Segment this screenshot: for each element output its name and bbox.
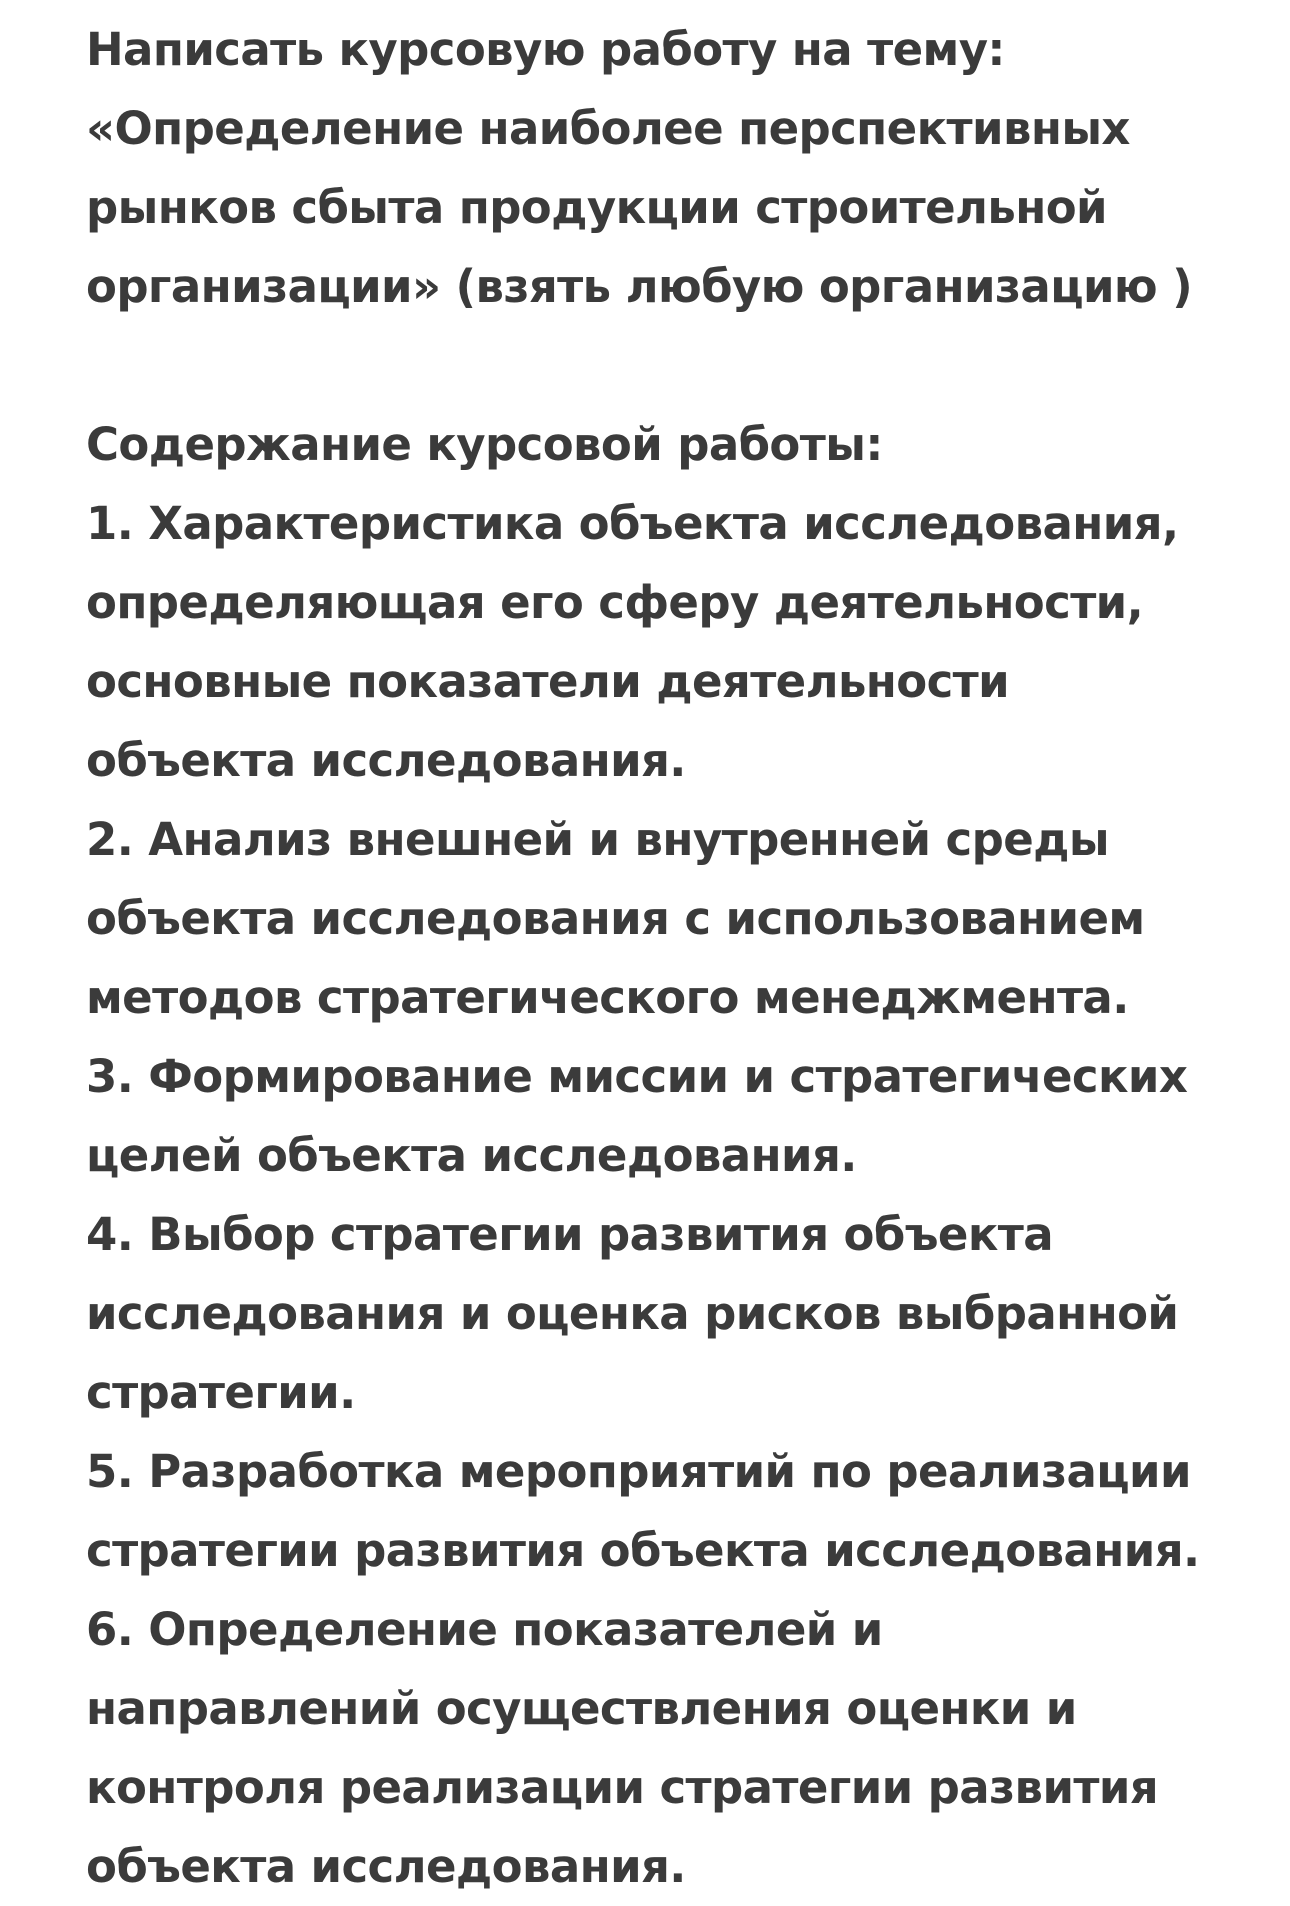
item-line: стратегии развития объекта исследования. [86, 1524, 1200, 1577]
intro-line: организации» (взять любую организацию ) [86, 260, 1193, 313]
contents-item-2 [86, 800, 1266, 1037]
item-line: 4. Выбор стратегии развития объекта [86, 1208, 1054, 1261]
item-line: 1. Характеристика объекта исследования, [86, 497, 1179, 550]
item-line: целей объекта исследования. [86, 1129, 857, 1182]
item-line: методов стратегического менеджмента. [86, 971, 1129, 1024]
intro-line: рынков сбыта продукции строительной [86, 181, 1107, 234]
contents-item-6 [86, 1590, 1266, 1906]
contents-item-4 [86, 1195, 1266, 1432]
blank-line [86, 326, 1266, 405]
item-line: 3. Формирование миссии и стратегических [86, 1050, 1188, 1103]
item-line: объекта исследования. [86, 734, 686, 787]
note-body [86, 10, 1266, 1906]
contents-item-3 [86, 1037, 1266, 1195]
item-line: контроля реализации стратегии развития [86, 1761, 1159, 1814]
item-line: 6. Определение показателей и [86, 1603, 883, 1656]
item-line: объекта исследования. [86, 1840, 686, 1893]
contents-item-1 [86, 484, 1266, 800]
contents-item-5 [86, 1432, 1266, 1590]
intro-line: «Определение наиболее перспективных [86, 102, 1130, 155]
item-line: 5. Разработка мероприятий по реализации [86, 1445, 1191, 1498]
item-line: направлений осуществления оценки и [86, 1682, 1077, 1735]
item-line: 2. Анализ внешней и внутренней среды [86, 813, 1110, 866]
item-line: объекта исследования с использованием [86, 892, 1145, 945]
item-line: стратегии. [86, 1366, 356, 1419]
intro-line: Написать курсовую работу на тему: [86, 23, 1005, 76]
item-line: определяющая его сферу деятельности, [86, 576, 1144, 629]
item-line: основные показатели деятельности [86, 655, 1010, 708]
item-line: исследования и оценка рисков выбранной [86, 1287, 1179, 1340]
contents-heading: Содержание курсовой работы: [86, 418, 883, 471]
